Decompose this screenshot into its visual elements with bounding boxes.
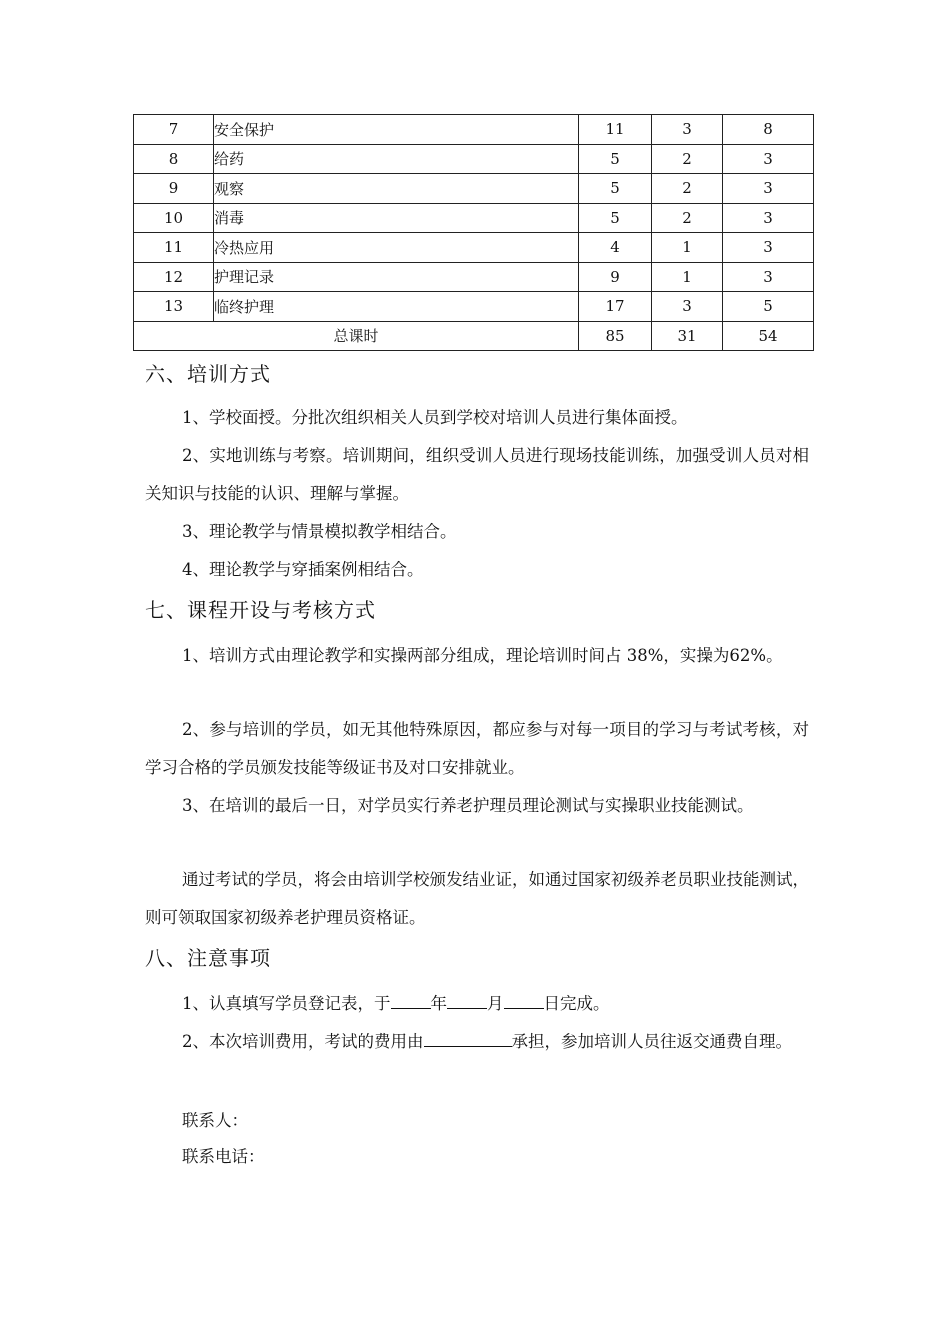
table-row	[134, 144, 814, 174]
paragraph: 1、培训方式由理论教学和实操两部分组成，理论培训时间占 38%，实操为62%。	[182, 646, 783, 665]
practice-hours-cell: 3	[723, 144, 814, 174]
section-heading-course-assessment: 七、课程开设与考核方式	[145, 598, 376, 622]
course-name: 安全保护	[214, 115, 579, 145]
paragraph: 通过考试的学员，将会由培训学校颁发结业证，如通过国家初级养老员职业技能测试，则可领取国家初级养老护理员资格证。	[145, 870, 809, 927]
total-hours-cell: 5	[579, 144, 652, 174]
theory-hours-cell: 3	[652, 292, 723, 322]
practice-hours-cell: 8	[723, 115, 814, 145]
notes-item-2	[145, 1023, 809, 1061]
section-heading-notes: 八、注意事项	[145, 946, 271, 970]
total-hours-sum: 85	[579, 321, 652, 351]
paragraph: 1、学校面授。分批次组织相关人员到学校对培训人员进行集体面授。	[182, 408, 688, 427]
paragraph: 4、理论教学与穿插案例相结合。	[182, 560, 424, 579]
row-number: 9	[134, 174, 214, 204]
practice-hours-cell: 3	[723, 174, 814, 204]
notes-item-1	[145, 985, 809, 1023]
total-hours-cell: 5	[579, 174, 652, 204]
practice-hours-sum: 54	[723, 321, 814, 351]
total-hours-cell: 9	[579, 262, 652, 292]
notes-item-2-suffix: 承担，参加培训人员往返交通费自理。	[511, 1032, 792, 1051]
row-number: 8	[134, 144, 214, 174]
theory-hours-cell: 1	[652, 262, 723, 292]
notes-item-2-prefix: 2、本次培训费用，考试的费用由	[182, 1032, 424, 1051]
theory-hours-cell: 2	[652, 203, 723, 233]
course-name: 观察	[214, 174, 579, 204]
theory-hours-cell: 2	[652, 174, 723, 204]
table-row	[134, 292, 814, 322]
practice-hours-cell: 3	[723, 262, 814, 292]
course-name: 临终护理	[214, 292, 579, 322]
theory-hours-cell: 2	[652, 144, 723, 174]
total-hours-cell: 4	[579, 233, 652, 263]
row-number: 12	[134, 262, 214, 292]
row-number: 10	[134, 203, 214, 233]
table-row	[134, 174, 814, 204]
payer-blank[interactable]	[424, 1029, 512, 1047]
section-heading-training-method: 六、培训方式	[145, 362, 271, 386]
practice-hours-cell: 3	[723, 233, 814, 263]
table-row	[134, 115, 814, 145]
total-label: 总课时	[134, 321, 579, 351]
year-blank[interactable]	[391, 991, 431, 1009]
notes-item-1-prefix: 1、认真填写学员登记表，于	[182, 994, 391, 1013]
practice-hours-cell: 3	[723, 203, 814, 233]
paragraph: 3、理论教学与情景模拟教学相结合。	[182, 522, 457, 541]
contact-phone-label: 联系电话：	[182, 1147, 265, 1166]
table-row	[134, 233, 814, 263]
course-name: 给药	[214, 144, 579, 174]
row-number: 11	[134, 233, 214, 263]
paragraph: 2、实地训练与考察。培训期间，组织受训人员进行现场技能训练，加强受训人员对相关知识与技能的认识、理解与掌握。	[145, 446, 809, 503]
year-label: 年	[430, 994, 447, 1013]
paragraph: 2、参与培训的学员，如无其他特殊原因，都应参与对每一项目的学习与考试考核，对学习合格的学员颁发技能等级证书及对口安排就业。	[145, 720, 809, 777]
month-blank[interactable]	[447, 991, 487, 1009]
contact-person-label: 联系人：	[182, 1111, 248, 1130]
table-row	[134, 262, 814, 292]
paragraph: 3、在培训的最后一日，对学员实行养老护理员理论测试与实操职业技能测试。	[182, 796, 754, 815]
practice-hours-cell: 5	[723, 292, 814, 322]
day-blank[interactable]	[504, 991, 544, 1009]
theory-hours-cell: 3	[652, 115, 723, 145]
month-label: 月	[487, 994, 504, 1013]
row-number: 13	[134, 292, 214, 322]
course-hours-table	[133, 114, 814, 351]
day-label: 日完成。	[543, 994, 610, 1013]
table-total-row	[134, 321, 814, 351]
total-hours-cell: 5	[579, 203, 652, 233]
total-hours-cell: 11	[579, 115, 652, 145]
course-name: 冷热应用	[214, 233, 579, 263]
theory-hours-sum: 31	[652, 321, 723, 351]
course-name: 护理记录	[214, 262, 579, 292]
total-hours-cell: 17	[579, 292, 652, 322]
theory-hours-cell: 1	[652, 233, 723, 263]
course-name: 消毒	[214, 203, 579, 233]
table-row	[134, 203, 814, 233]
row-number: 7	[134, 115, 214, 145]
